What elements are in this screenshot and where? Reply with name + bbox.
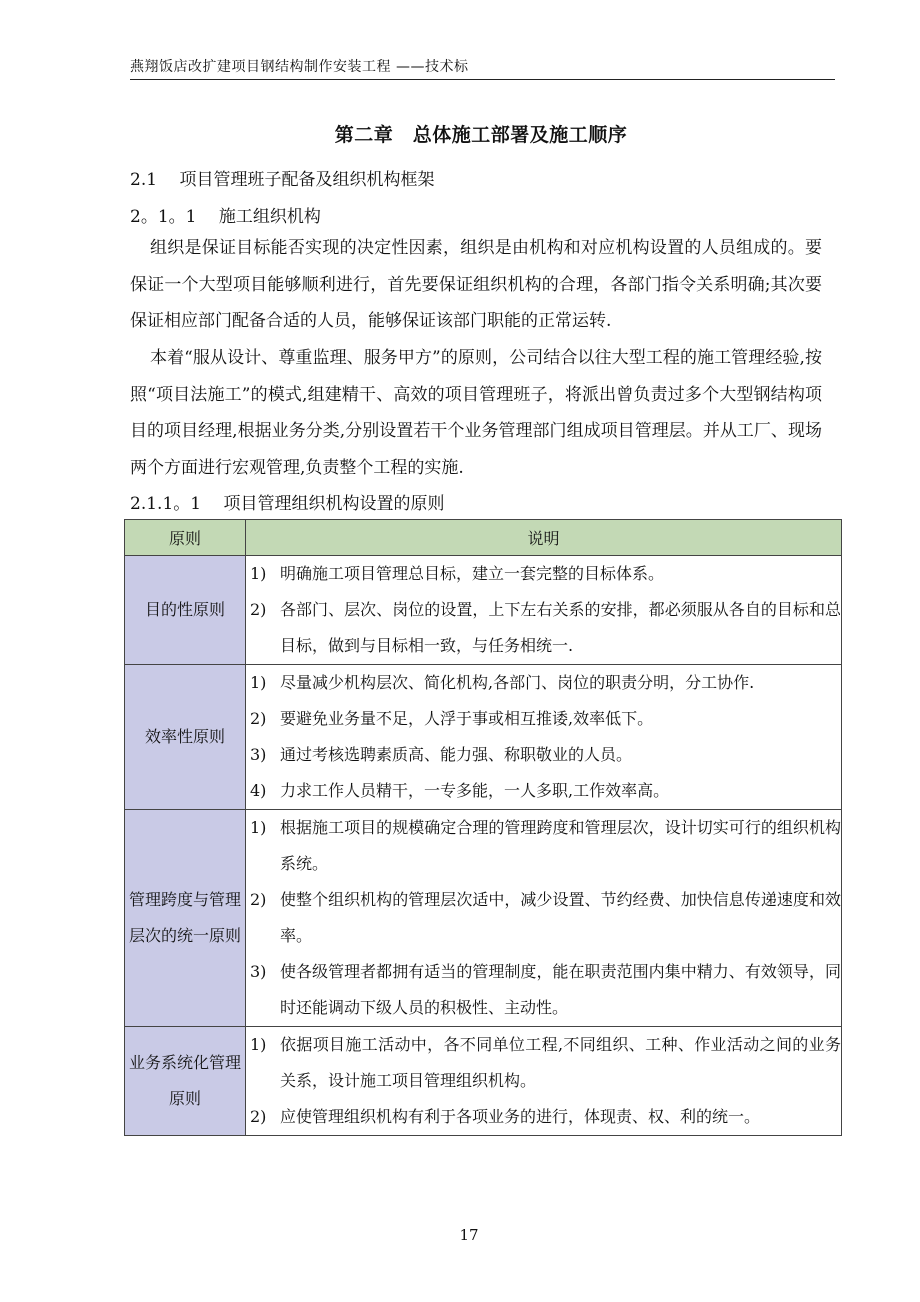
list-item [246,1027,841,1099]
principle-description [246,810,842,1027]
item-text: 使各级管理者都拥有适当的管理制度，能在职责范围内集中精力、有效领导，同时还能调动下级人员的积极性、主动性。 [280,962,841,1017]
principle-description [246,665,842,810]
item-number: 3) [250,745,267,764]
item-number: 2) [250,709,267,728]
section-heading-2-1-1-1: 2.1.1。1 项目管理组织机构设置的原则 [130,494,445,514]
table-header-row [125,520,842,556]
principle-name: 效率性原则 [125,665,246,810]
item-text: 根据施工项目的规模确定合理的管理跨度和管理层次，设计切实可行的组织机构系统。 [280,818,841,873]
list-item [246,701,841,737]
header-description: 说明 [246,520,842,556]
item-number: 2) [250,1107,267,1126]
item-text: 依据项目施工活动中，各不同单位工程,不同组织、工种、作业活动之间的业务关系，设计施工项目管理组织机构。 [280,1035,841,1090]
list-item [246,737,841,773]
item-number: 4) [250,781,267,800]
list-item [246,882,841,954]
item-text: 应使管理组织机构有利于各项业务的进行，体现责、权、利的统一。 [280,1107,761,1126]
principle-description [246,556,842,665]
header-principle: 原则 [125,520,246,556]
paragraph-organization: 组织是保证目标能否实现的决定性因素，组织是由机构和对应机构设置的人员组成的。要保证一个大型项目能够顺利进行，首先要保证组织机构的合理，各部门指令关系明确;其次要保证相应部门配备合适的人员，能够保证该部门职能的正常运转. [130,238,822,331]
item-number: 1) [250,1035,267,1054]
running-header: 燕翔饭店改扩建项目钢结构制作安装工程 ——技术标 [130,59,469,75]
item-text: 通过考核选聘素质高、能力强、称职敬业的人员。 [280,745,633,764]
section-heading-2-1-1: 2。1。1 施工组织机构 [130,207,321,227]
item-number: 2) [250,890,267,909]
item-number: 3) [250,962,267,981]
item-text: 各部门、层次、岗位的设置，上下左右关系的安排，都必须服从各自的目标和总目标，做到与目标相一致，与任务相统一. [280,600,841,655]
chapter-title: 第二章 总体施工部署及施工顺序 [334,124,628,146]
item-number: 1) [250,673,267,692]
item-text: 使整个组织机构的管理层次适中，减少设置、节约经费、加快信息传递速度和效率。 [280,890,841,945]
list-item [246,773,841,809]
table-row [125,556,842,665]
item-text: 要避免业务量不足，人浮于事或相互推诿,效率低下。 [280,709,654,728]
principle-name: 目的性原则 [125,556,246,665]
list-item [246,1099,841,1135]
principle-name: 管理跨度与管理层次的统一原则 [125,810,246,1027]
item-text: 力求工作人员精干，一专多能，一人多职,工作效率高。 [280,781,670,800]
list-item [246,810,841,882]
table-row [125,810,842,1027]
list-item [246,592,841,664]
principle-description [246,1027,842,1136]
page-number: 17 [459,1226,479,1244]
table-row [125,665,842,810]
item-text: 尽量减少机构层次、简化机构,各部门、岗位的职责分明，分工协作. [280,673,755,692]
section-heading-2-1: 2.1 项目管理班子配备及组织机构框架 [130,170,435,190]
list-item [246,665,841,701]
item-number: 2) [250,600,267,619]
principles-table [124,519,842,1136]
list-item [246,954,841,1026]
table-row [125,1027,842,1136]
item-number: 1) [250,564,267,583]
principle-name: 业务系统化管理原则 [125,1027,246,1136]
header-rule [130,79,835,80]
item-number: 1) [250,818,267,837]
paragraph-principles: 本着“服从设计、尊重监理、服务甲方”的原则，公司结合以往大型工程的施工管理经验,按照“项目法施工”的模式,组建精干、高效的项目管理班子，将派出曾负责过多个大型钢结构项目的项目经理,根据业务分类,分别设置若干个业务管理部门组成项目管理层。并从工厂、现场两个方面进行宏观管理,负责整个工程的实施. [130,348,822,478]
item-text: 明确施工项目管理总目标，建立一套完整的目标体系。 [280,564,665,583]
list-item [246,556,841,592]
